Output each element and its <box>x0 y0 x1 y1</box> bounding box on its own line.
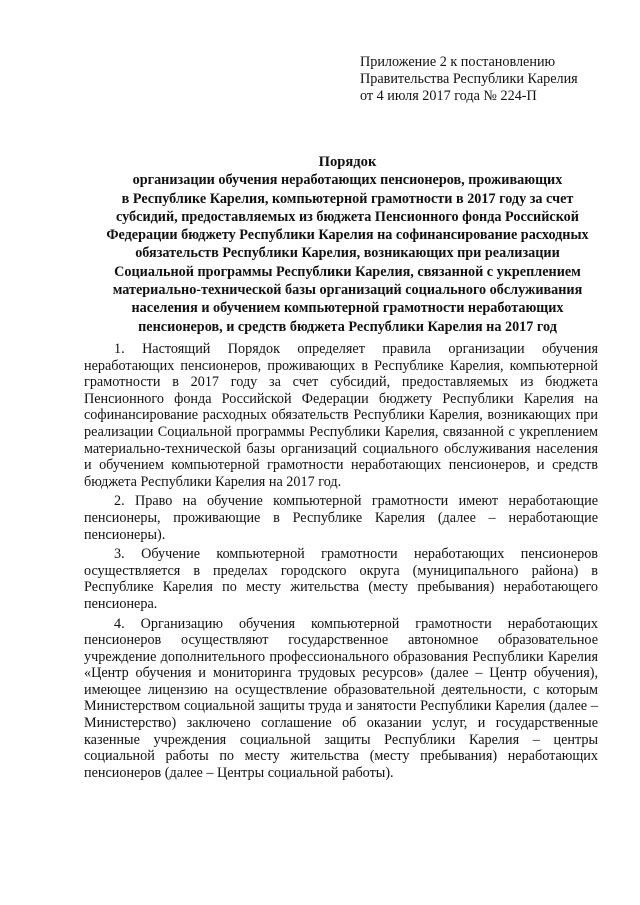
document-title <box>90 153 605 336</box>
title-line: обязательств Республики Карелия, возникающих при реализации <box>135 245 560 262</box>
appendix-line: Приложение 2 к постановлению <box>360 54 556 70</box>
paragraph-1: 1. Настоящий Порядок определяет правила организации обучения неработающих пенсионеров, проживающих в Республике Карелия, компьютерной грамотности в 2017 году за счет субсидий, предоставляемых из бюджета Пенсионного фонда Российской Федерации бюджету Республики Карелия на софинансирование расходных обязательств Республики Карелия, возникающих при реализации Социальной программы Республики Карелия, связанной с укреплением материально-технической базы организаций социального обслуживания населения и обучением компьютерной грамотности неработающих пенсионеров, и средств бюджета Республики Карелия на 2017 год. <box>84 341 598 490</box>
title-line: организации обучения неработающих пенсионеров, проживающих <box>132 172 563 189</box>
paragraph-4: 4. Организацию обучения компьютерной грамотности неработающих пенсионеров осуществляют государственное автономное образовательное учреждение дополнительного профессионального образования Республики Карелия «Центр обучения и мониторинга трудовых ресурсов» (далее – Центр обучения), имеющее лицензию на осуществление образовательной деятельности, с которым Министерством социальной защиты труда и занятости Республики Карелия (далее – Министерство) заключено соглашение об оказании услуг, и государственные казенные учреждения социальной защиты Республики Карелия – центры социальной работы по месту жительства (месту пребывания) неработающих пенсионеров (далее – Центры социальной работы). <box>84 615 598 781</box>
title-line: субсидий, предоставляемых из бюджета Пенсионного фонда Российской <box>116 208 579 225</box>
title-line: населения и обучением компьютерной грамотности неработающих <box>131 300 564 317</box>
title-line: материально-технической базы организаций социального обслуживания <box>112 282 583 299</box>
title-line: Социальной программы Республики Карелия, связанной с укреплением <box>114 263 581 280</box>
paragraph-3: 3. Обучение компьютерной грамотности неработающих пенсионеров осуществляется в пределах городского округа (муниципального района) в Республике Карелия по месту жительства (месту пребывания) неработающего пенсионера. <box>84 546 598 612</box>
appendix-line: Правительства Республики Карелия <box>360 71 578 87</box>
appendix-header <box>360 54 620 105</box>
appendix-line: от 4 июля 2017 года № 224-П <box>360 88 537 104</box>
title-heading: Порядок <box>318 154 377 170</box>
title-line: в Республике Карелия, компьютерной грамотности в 2017 году за счет <box>121 190 574 207</box>
document-body <box>84 341 598 784</box>
paragraph-2: 2. Право на обучение компьютерной грамотности имеют неработающие пенсионеры, проживающие в Республике Карелия (далее – неработающие пенсионеры). <box>84 493 598 543</box>
title-line: Федерации бюджету Республики Карелия на софинансирование расходных <box>106 227 589 244</box>
title-line: пенсионеров, и средств бюджета Республики Карелия на 2017 год <box>138 318 557 335</box>
